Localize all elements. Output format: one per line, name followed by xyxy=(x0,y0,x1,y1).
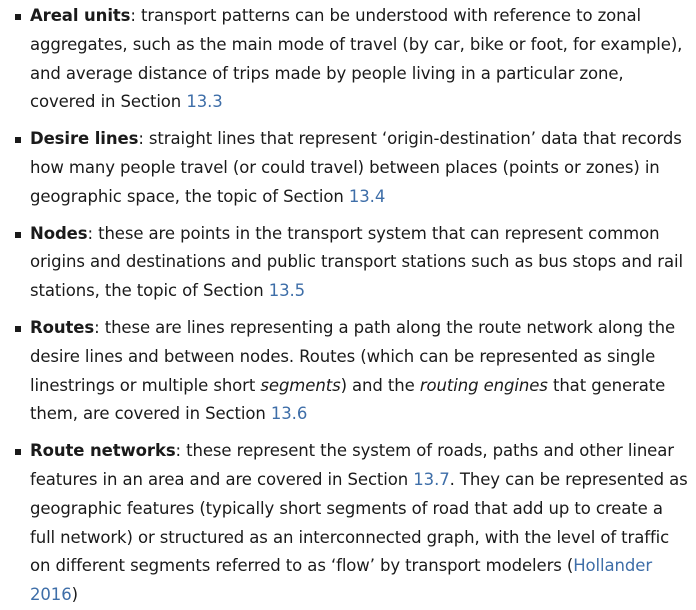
section-link-13-3[interactable]: 13.3 xyxy=(186,92,223,112)
list-item-areal-units xyxy=(30,2,688,117)
item-text: ) and the xyxy=(340,375,420,395)
term-desire-lines: Desire lines xyxy=(30,129,139,149)
section-link-13-5[interactable]: 13.5 xyxy=(268,281,306,301)
emphasis-segments: segments xyxy=(260,375,341,395)
section-link-13-7[interactable]: 13.7 xyxy=(413,469,450,489)
item-text: : straight lines that represent ‘origin-destination’ data that records how many people travel (or could travel) between places (points or zones) in geographic space, the topic of Section xyxy=(30,129,682,206)
list-item-desire-lines xyxy=(30,125,688,211)
item-text: ) xyxy=(71,585,78,605)
emphasis-routing-engines: routing engines xyxy=(419,375,548,395)
term-routes: Routes xyxy=(30,317,95,337)
item-text: : these represent the system of roads, paths and other linear features in an area and are covered in Section xyxy=(30,441,674,489)
term-route-networks: Route networks xyxy=(30,441,176,461)
section-link-13-6[interactable]: 13.6 xyxy=(270,404,308,424)
transport-entity-list xyxy=(0,2,696,610)
item-text: that generate them, are covered in Section xyxy=(30,375,666,424)
list-item-nodes xyxy=(30,220,688,306)
item-text: : transport patterns can be understood with reference to zonal aggregates, such as the main mode of travel (by car, bike or foot, for example), and average distance of trips made by people living in a particular zone, covered in Section xyxy=(30,6,683,112)
list-item-routes xyxy=(30,314,688,429)
item-text: . They can be represented as geographic features (typically short segments of road that add up to create a full network) or structured as an interconnected graph, with the level of traffic on different segments referred to as ‘flow’ by transport modelers ( xyxy=(30,469,688,576)
item-text: : these are lines representing a path along the route network along the desire lines and between nodes. Routes (which can be represented as single linestrings or multiple short xyxy=(30,317,676,395)
section-link-13-4[interactable]: 13.4 xyxy=(348,186,386,206)
item-text: : these are points in the transport system that can represent common origins and destinations and public transport stations such as bus stops and rail stations, the topic of Section xyxy=(30,223,683,301)
term-areal-units: Areal units xyxy=(30,6,131,25)
list-item-route-networks xyxy=(30,437,688,610)
citation-link-hollander-2016[interactable]: Hollander 2016 xyxy=(30,556,652,605)
term-nodes: Nodes xyxy=(30,223,88,243)
